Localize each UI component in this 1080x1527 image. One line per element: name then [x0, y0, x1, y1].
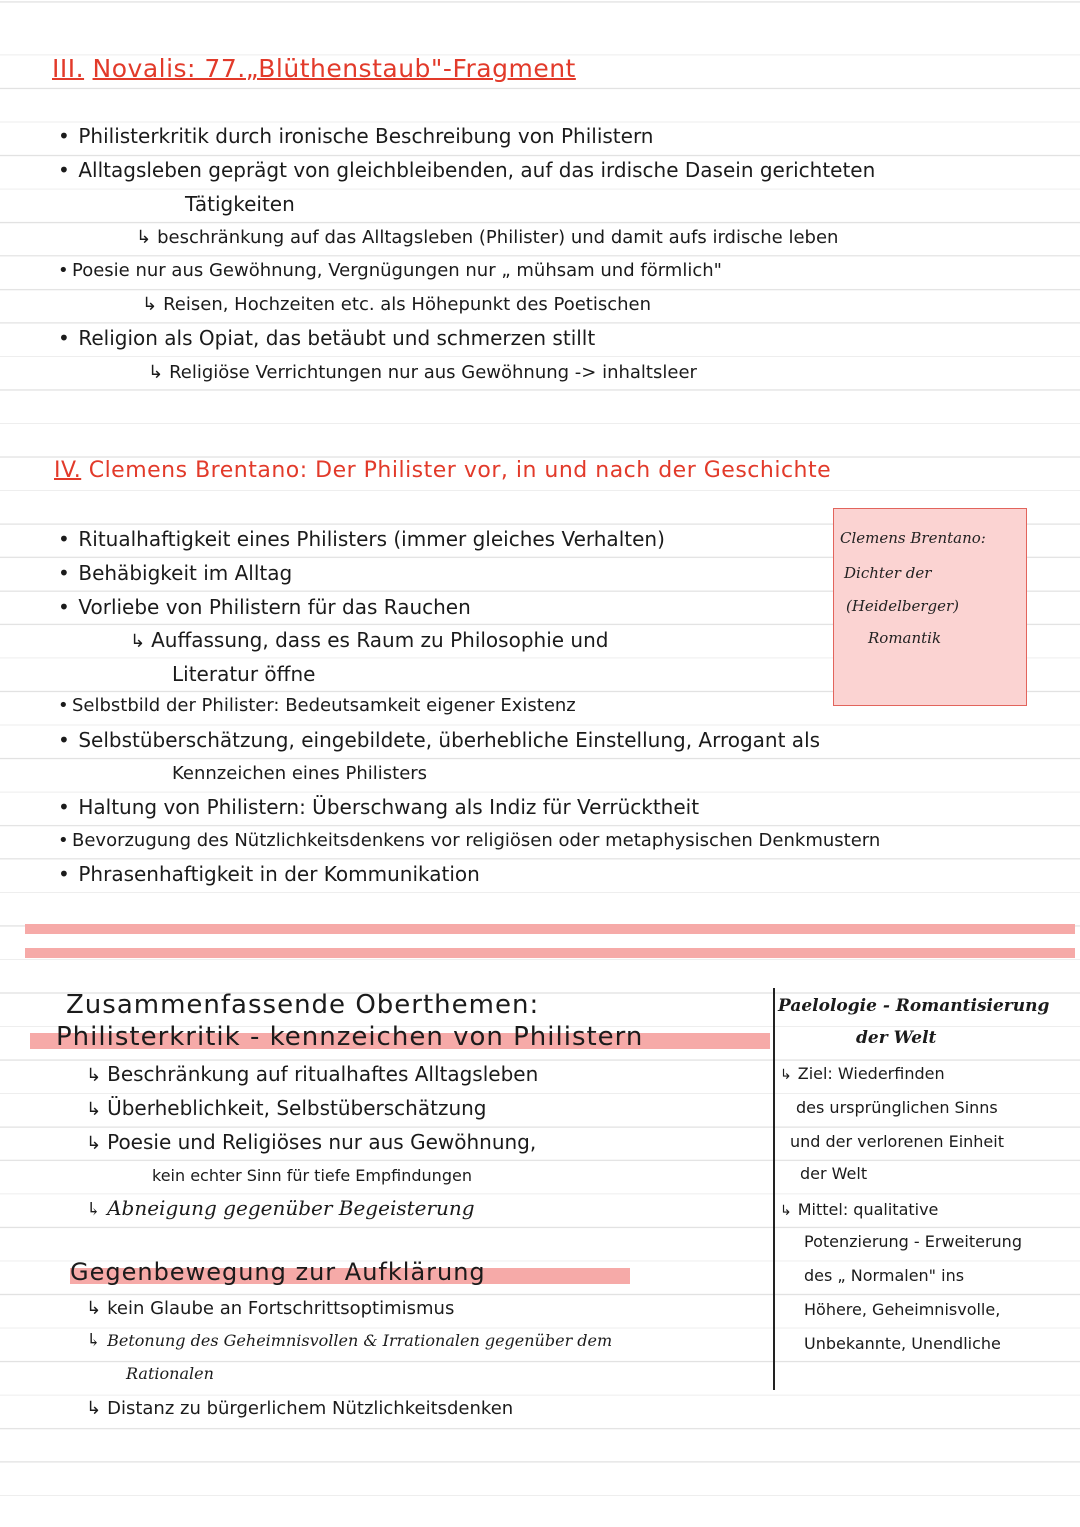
note-line: • Haltung von Philistern: Überschwang als Indiz für Verrücktheit [58, 795, 700, 819]
summary-point: ↳ Abneigung gegenüber Begeisterung [86, 1196, 475, 1220]
note-line: • Religion als Opiat, das betäubt und schmerzen stillt [58, 326, 596, 350]
note-line: • Philisterkritik durch ironische Beschreibung von Philistern [58, 124, 654, 148]
note-line: ↳ Auffassung, dass es Raum zu Philosophie und [130, 628, 609, 652]
info-box-line: Romantik [868, 629, 942, 647]
info-box-brentano [833, 508, 1027, 706]
note-line: ↳ Reisen, Hochzeiten etc. als Höhepunkt des Poetischen [142, 294, 652, 315]
note-line: • Selbstüberschätzung, eingebildete, überhebliche Einstellung, Arrogant als [58, 728, 821, 752]
section-divider [25, 948, 1075, 958]
side-line: ↳ Mittel: qualitative [780, 1200, 939, 1219]
side-line: Höhere, Geheimnisvolle, [804, 1300, 1001, 1319]
summary-subtitle: Philisterkritik - kennzeichen von Philistern [56, 1022, 644, 1052]
side-line: Potenzierung - Erweiterung [804, 1232, 1022, 1251]
note-line: • Bevorzugung des Nützlichkeitsdenkens vor religiösen oder metaphysischen Denkmustern [58, 830, 881, 851]
note-line: ↳ Religiöse Verrichtungen nur aus Gewöhnung -> inhaltsleer [148, 362, 697, 383]
summary-title: Zusammenfassende Oberthemen: [66, 990, 540, 1020]
note-line: ↳ beschränkung auf das Alltagsleben (Philister) und damit aufs irdische leben [136, 227, 839, 248]
side-title: Paelologie - Romantisierung [778, 996, 1050, 1016]
info-box-line: (Heidelberger) [846, 597, 960, 615]
summary-point: ↳ Poesie und Religiöses nur aus Gewöhnung, [86, 1130, 537, 1154]
info-box-line: Clemens Brentano: [840, 529, 986, 547]
note-line: • Poesie nur aus Gewöhnung, Vergnügungen nur „ mühsam und förmlich" [58, 260, 722, 281]
counter-point: ↳ Betonung des Geheimnisvollen & Irrationalen gegenüber dem [86, 1330, 613, 1351]
counter-point: Rationalen [126, 1364, 214, 1383]
section-4-title: Clemens Brentano: Der Philister vor, in und nach der Geschichte [88, 458, 832, 483]
note-line: • Behäbigkeit im Alltag [58, 561, 293, 585]
side-title: der Welt [856, 1028, 937, 1048]
summary-point: ↳ Beschränkung auf ritualhaftes Alltagsleben [86, 1062, 539, 1086]
side-line: des „ Normalen" ins [804, 1266, 965, 1285]
note-line: • Vorliebe von Philistern für das Rauchen [58, 595, 471, 619]
summary-point: ↳ Überheblichkeit, Selbstüberschätzung [86, 1096, 487, 1120]
side-line: der Welt [800, 1164, 868, 1183]
info-box-line: Dichter der [844, 564, 932, 582]
note-line: • Phrasenhaftigkeit in der Kommunikation [58, 862, 480, 886]
counter-point: ↳ Distanz zu bürgerlichem Nützlichkeitsdenken [86, 1398, 514, 1419]
section-divider [25, 924, 1075, 934]
section-3-title: Novalis: 77.„Blüthenstaub"-Fragment [92, 54, 576, 83]
summary-point: kein echter Sinn für tiefe Empfindungen [152, 1166, 472, 1185]
section-3-number: III. [52, 54, 85, 83]
section-3-heading [52, 54, 576, 83]
note-line: Tätigkeiten [185, 192, 295, 216]
note-line: • Alltagsleben geprägt von gleichbleibenden, auf das irdische Dasein gerichteten [58, 158, 876, 182]
note-line: • Ritualhaftigkeit eines Philisters (immer gleiches Verhalten) [58, 527, 665, 551]
counter-point: ↳ kein Glaube an Fortschrittsoptimismus [86, 1298, 455, 1319]
column-divider [773, 988, 775, 1390]
note-line: Kennzeichen eines Philisters [172, 763, 428, 784]
counter-title: Gegenbewegung zur Aufklärung [70, 1258, 486, 1286]
note-line: • Selbstbild der Philister: Bedeutsamkeit eigener Existenz [58, 695, 576, 716]
side-line: des ursprünglichen Sinns [796, 1098, 998, 1117]
section-4-heading [54, 458, 831, 483]
section-4-number: IV. [54, 458, 82, 483]
side-line: und der verlorenen Einheit [790, 1132, 1004, 1151]
side-line: ↳ Ziel: Wiederfinden [780, 1064, 945, 1083]
side-line: Unbekannte, Unendliche [804, 1334, 1001, 1353]
note-line: Literatur öffne [172, 662, 316, 686]
